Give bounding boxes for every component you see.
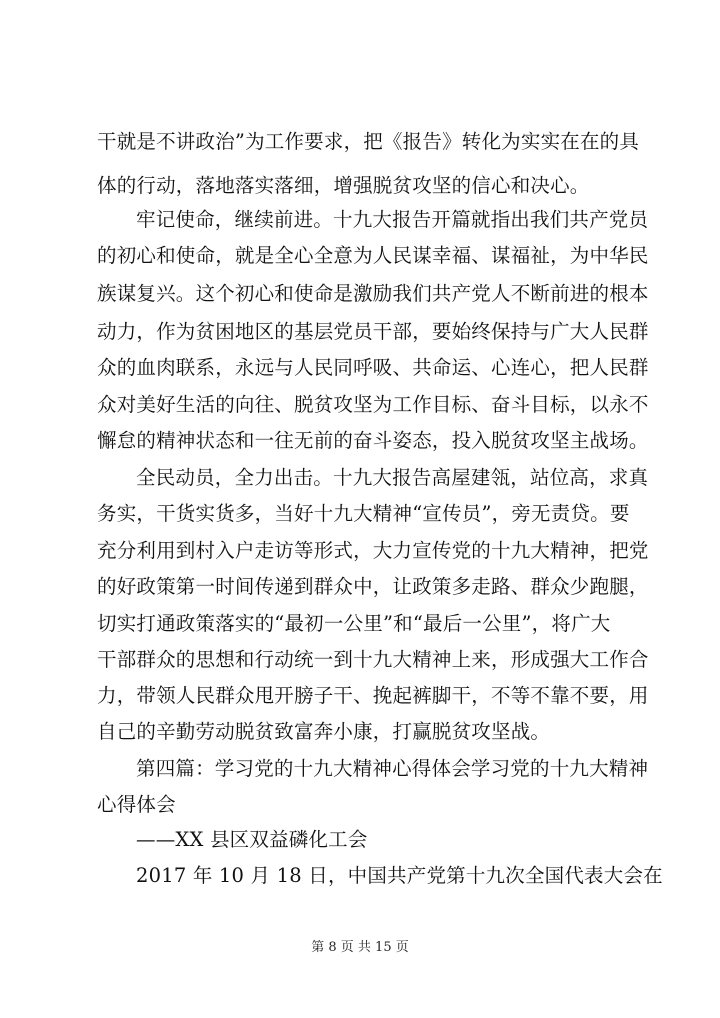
paragraph-line: 全民动员，全力出击。十九大报告高屋建瓴，站位高，求真	[136, 466, 649, 489]
page-footer: 第 8 页 共 15 页	[311, 940, 409, 955]
body-line: 自己的辛勤劳动脱贫致富奔小康，打赢脱贫攻坚战。	[97, 720, 551, 743]
paragraph-line: 2017 年 10 月 18 日，中国共产党第十九次全国代表大会在	[136, 864, 663, 887]
body-line: 族谋复兴。这个初心和使命是激励我们共产党人不断前进的根本	[97, 282, 649, 305]
body-line: 力，带领人民群众甩开膀子干、挽起裤脚干，不等不靠不要，用	[97, 684, 649, 707]
section-heading-line: 第四篇：学习党的十九大精神心得体会学习党的十九大精神	[136, 757, 649, 780]
body-line: 充分利用到村入户走访等形式，大力宣传党的十九大精神，把党	[97, 539, 649, 562]
body-line: 干就是不讲政治”为工作要求，把《报告》转化为实实在在的具	[97, 130, 640, 153]
body-line: 的初心和使命，就是全心全意为人民谋幸福、谋福祉，为中华民	[97, 244, 649, 267]
body-line: 动力，作为贫困地区的基层党员干部，要始终保持与广大人民群	[97, 320, 649, 343]
body-line: 体的行动，落地落实落细，增强脱贫攻坚的信心和决心。	[97, 174, 590, 197]
section-heading-line: 心得体会	[97, 793, 176, 816]
body-line: 众的血肉联系，永远与人民同呼吸、共命运、心连心，把人民群	[97, 356, 649, 379]
paragraph-line: 牢记使命，继续前进。十九大报告开篇就指出我们共产党员	[136, 208, 649, 231]
body-line: 务实，干货实货多，当好十九大精神“宣传员”，旁无责贷。要	[97, 502, 630, 525]
byline: ——XX 县区双益磷化工会	[136, 828, 368, 851]
body-line: 众对美好生活的向往、脱贫攻坚为工作目标、奋斗目标，以永不	[97, 393, 649, 416]
body-line: 切实打通政策落实的“最初一公里”和“最后一公里”，将广大	[97, 612, 611, 635]
body-line: 的好政策第一时间传递到群众中，让政策多走路、群众少跑腿，	[97, 575, 649, 598]
body-line: 懈怠的精神状态和一往无前的奋斗姿态，投入脱贫攻坚主战场。	[97, 429, 649, 452]
body-line: 干部群众的思想和行动统一到十九大精神上来，形成强大工作合	[97, 648, 649, 671]
